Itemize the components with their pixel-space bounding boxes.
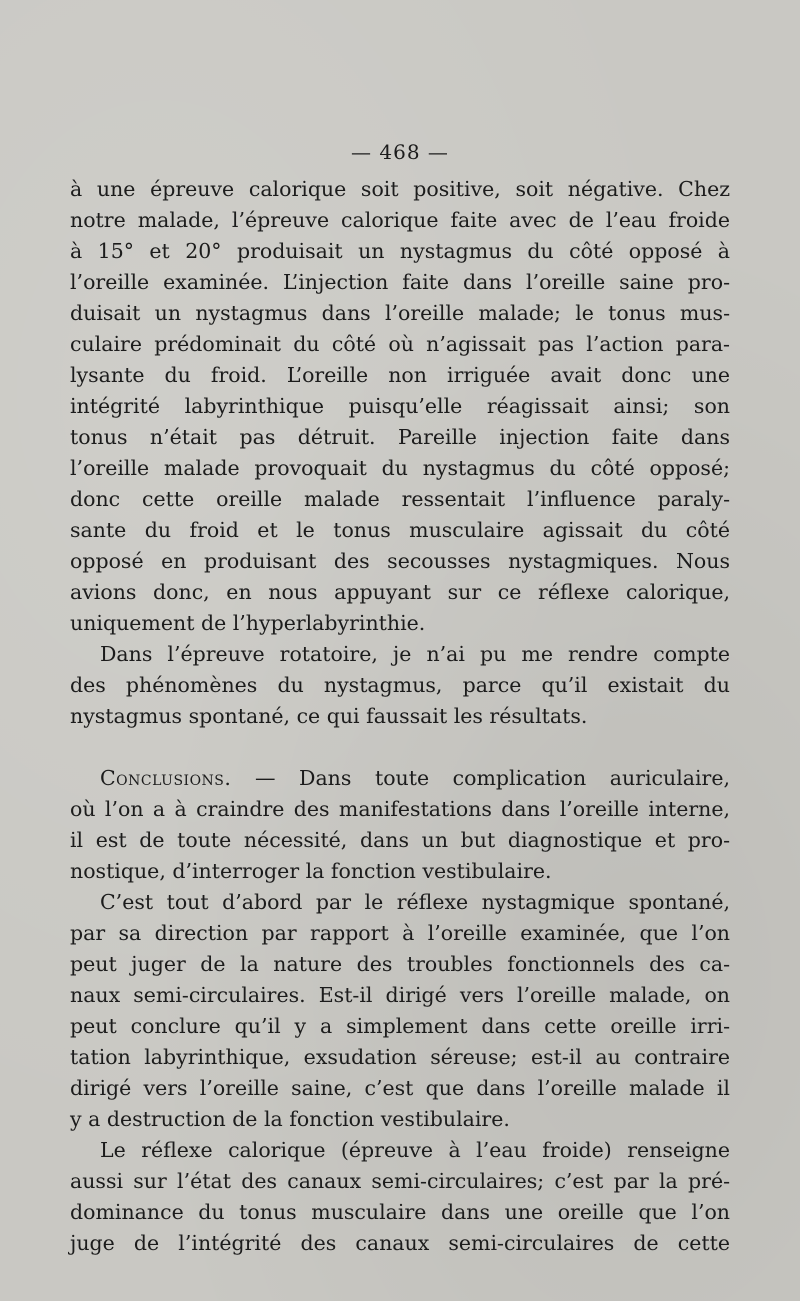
- text-line: par sa direction par rapport à l’oreille examinée, que l’on: [70, 921, 730, 945]
- text-run: — Dans toute complication auriculaire,: [231, 766, 730, 790]
- text-line: l’oreille examinée. L’injection faite dans l’oreille saine pro-: [70, 270, 730, 294]
- page-number: — 468 —: [351, 140, 449, 164]
- text-line: peut conclure qu’il y a simplement dans cette oreille irri-: [70, 1014, 730, 1038]
- text-line: où l’on a à craindre des manifestations dans l’oreille interne,: [70, 797, 730, 821]
- text-line: tation labyrinthique, exsudation séreuse; est-il au contraire: [70, 1045, 730, 1069]
- text-line: C’est tout d’abord par le réflexe nystagmique spontané,: [100, 890, 730, 914]
- text-line: notre malade, l’épreuve calorique faite avec de l’eau froide: [70, 208, 730, 232]
- paragraph-conclusions: [70, 763, 730, 887]
- text-line: y a destruction de la fonction vestibulaire.: [70, 1107, 510, 1131]
- text-line: donc cette oreille malade ressentait l’influence paraly-: [70, 487, 730, 511]
- text-line: lysante du froid. L’oreille non irriguée avait donc une: [70, 363, 730, 387]
- text-line: dirigé vers l’oreille saine, c’est que dans l’oreille malade il: [70, 1076, 730, 1100]
- text-line: nostique, d’interroger la fonction vestibulaire.: [70, 859, 552, 883]
- text-line: avions donc, en nous appuyant sur ce réflexe calorique,: [70, 580, 730, 604]
- text-line: à une épreuve calorique soit positive, soit négative. Chez: [70, 177, 730, 201]
- text-line: tonus n’était pas détruit. Pareille injection faite dans: [70, 425, 730, 449]
- paragraph-rotatory-test: [70, 639, 730, 732]
- body-text: [70, 174, 730, 1259]
- text-line: il est de toute nécessité, dans un but diagnostique et pro-: [70, 828, 730, 852]
- text-line: peut juger de la nature des troubles fonctionnels des ca-: [70, 952, 730, 976]
- text-line: l’oreille malade provoquait du nystagmus du côté opposé;: [70, 456, 730, 480]
- text-line: dominance du tonus musculaire dans une oreille que l’on: [70, 1200, 730, 1224]
- text-line: naux semi-circulaires. Est-il dirigé vers l’oreille malade, on: [70, 983, 730, 1007]
- text-line: nystagmus spontané, ce qui faussait les résultats.: [70, 704, 588, 728]
- paragraph-caloric-reflex: [70, 1135, 730, 1259]
- text-line: intégrité labyrinthique puisqu’elle réagissait ainsi; son: [70, 394, 730, 418]
- text-line: uniquement de l’hyperlabyrinthie.: [70, 611, 426, 635]
- text-line: juge de l’intégrité des canaux semi-circulaires de cette: [70, 1231, 730, 1255]
- section-spacer: [70, 732, 730, 763]
- text-line: Dans l’épreuve rotatoire, je n’ai pu me rendre compte: [100, 642, 730, 666]
- text-line: opposé en produisant des secousses nystagmiques. Nous: [70, 549, 730, 573]
- text-line: [70, 763, 730, 794]
- section-heading: Conclusions.: [100, 766, 232, 790]
- text-line: aussi sur l’état des canaux semi-circulaires; c’est par la pré-: [70, 1169, 730, 1193]
- paragraph-caloric-test: [70, 174, 730, 639]
- paragraph-spontaneous-reflex: [70, 887, 730, 1135]
- text-line: sante du froid et le tonus musculaire agissait du côté: [70, 518, 730, 542]
- text-line: Le réflexe calorique (épreuve à l’eau froide) renseigne: [100, 1138, 730, 1162]
- text-line: des phénomènes du nystagmus, parce qu’il existait du: [70, 673, 730, 697]
- text-line: à 15° et 20° produisait un nystagmus du côté opposé à: [70, 239, 730, 263]
- text-line: culaire prédominait du côté où n’agissait pas l’action para-: [70, 332, 730, 356]
- text-line: duisait un nystagmus dans l’oreille malade; le tonus mus-: [70, 301, 730, 325]
